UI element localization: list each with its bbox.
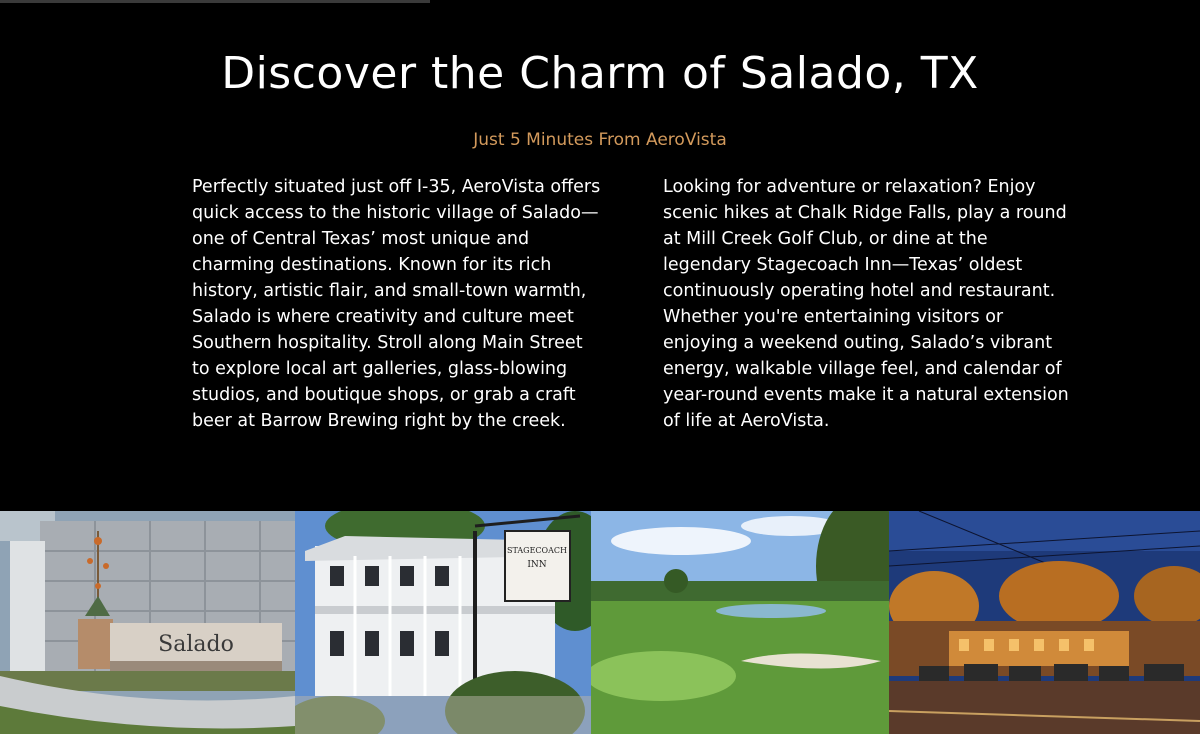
inn-sign-line2: INN (527, 560, 547, 570)
golf-course-photo (591, 511, 889, 734)
intro-paragraph-right: Looking for adventure or relaxation? Enjoy scenic hikes at Chalk Ridge Falls, play a round at Mill Creek Golf Club, or dine at the legendary Stagecoach Inn—Texas’ oldest continuously operating hotel and restaurant. Whether you're entertaining visitors or enjoying a weekend outing, Salado’s vibrant energy, walkable village feel, and calendar of year-round events make it a natural extension of life at AeroVista. (663, 177, 1069, 431)
main-street-night-photo (889, 511, 1200, 734)
page-title: Discover the Charm of Salado, TX (221, 48, 979, 99)
intro-paragraph-left: Perfectly situated just off I-35, AeroVista offers quick access to the historic village of Salado—one of Central Texas’ most unique and charming destinations. Known for its rich history, artistic flair, and small-town warmth, Salado is where creativity and culture meet Southern hospitality. Stroll along Main Street to explore local art galleries, glass-blowing studios, and boutique shops, or grab a craft beer at Barrow Brewing right by the creek. (192, 177, 601, 431)
salado-sign-photo (0, 511, 295, 734)
salado-sign-text: Salado (158, 632, 234, 657)
inn-sign-line1: STAGECOACH (507, 546, 567, 555)
page-subtitle: Just 5 Minutes From AeroVista (473, 130, 727, 150)
photo-gallery (0, 511, 1200, 734)
top-strip (0, 0, 430, 3)
stagecoach-inn-photo (295, 511, 591, 734)
